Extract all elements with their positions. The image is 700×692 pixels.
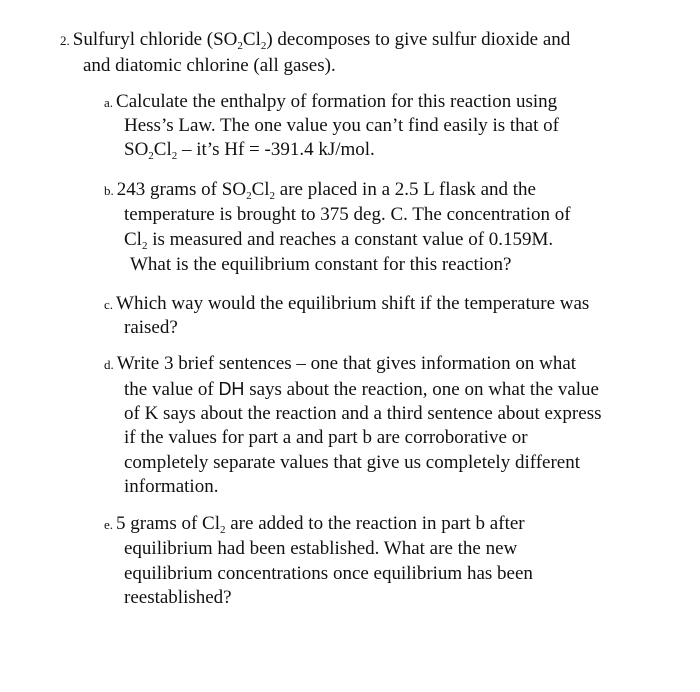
part-e-line-4: reestablished? xyxy=(124,587,232,608)
part-b-line-2: temperature is brought to 375 deg. C. The concentration of xyxy=(124,204,571,225)
part-c-marker: c. xyxy=(104,297,114,312)
part-d-line-3: of K says about the reaction and a third sentence about express xyxy=(124,403,602,424)
part-b-line-1: b. 243 grams of $SO_2Cl_2$ are placed in a 2.5 L flask and the xyxy=(104,179,536,202)
part-b-line-4: What is the equilibrium constant for this reaction? xyxy=(130,254,512,275)
question-number: 2. xyxy=(60,33,70,48)
part-e-line-2: equilibrium had been established. What are the new xyxy=(124,538,518,559)
question-line-1: 2. Sulfuryl chloride $(SO_2Cl_2)$ decomposes to give sulfur dioxide and xyxy=(60,29,571,52)
part-a-marker: a. xyxy=(104,95,114,110)
part-d-line-6: information. xyxy=(124,476,219,497)
part-d-line-5: completely separate values that give us completely different xyxy=(124,452,581,473)
part-d-marker: d. xyxy=(104,357,114,372)
part-a-line-3: $SO_2Cl_2$ – it’s Hf = -391.4 kJ/mol. xyxy=(124,139,375,162)
part-a-line-1: a. Calculate the enthalpy of formation for this reaction using xyxy=(104,91,558,112)
part-d-line-1: d. Write 3 brief sentences – one that gives information on what xyxy=(104,353,577,374)
part-e-marker: e. xyxy=(104,517,114,532)
part-d-line-2: the value of DH says about the reaction, one on what the value xyxy=(124,379,599,400)
part-b-line-3: $Cl_2$ is measured and reaches a constant value of 0.159M. xyxy=(124,229,554,252)
part-a-line-2: Hess’s Law. The one value you can’t find easily is that of xyxy=(124,115,559,136)
delta-h-symbol: DH xyxy=(218,379,245,399)
question-line-2: and diatomic chlorine (all gases). xyxy=(83,55,336,76)
part-d-line-4: if the values for part a and part b are corroborative or xyxy=(124,427,528,448)
part-e-line-1: e. 5 grams of $Cl_2$ are added to the reaction in part b after xyxy=(104,513,525,536)
part-c-line-2: raised? xyxy=(124,317,178,338)
part-b-marker: b. xyxy=(104,183,114,198)
part-e-line-3: equilibrium concentrations once equilibrium has been xyxy=(124,563,533,584)
part-c-line-1: c. Which way would the equilibrium shift if the temperature was xyxy=(104,293,590,314)
